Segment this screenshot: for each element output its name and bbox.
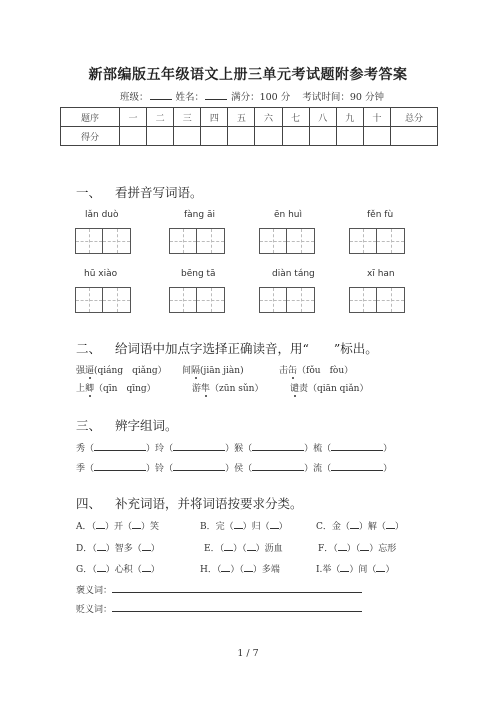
answer-blank[interactable]	[94, 462, 146, 471]
answer-blank[interactable]	[112, 584, 362, 593]
answer-blank[interactable]	[331, 442, 383, 451]
score-cell[interactable]	[255, 127, 282, 146]
header-cell: 五	[228, 108, 255, 127]
word-group-row: 季（ ）铃（ ）侯（ ）流（ ）	[76, 464, 393, 474]
score-cell[interactable]	[309, 127, 336, 146]
reading-item: 上卿（qīn qīng）	[76, 384, 156, 394]
writing-grid[interactable]	[259, 228, 315, 254]
header-cell: 三	[174, 108, 201, 127]
writing-grid[interactable]	[75, 287, 131, 313]
answer-blank[interactable]	[173, 462, 225, 471]
score-cell[interactable]	[363, 127, 390, 146]
score-cell[interactable]	[174, 127, 201, 146]
word-group-row: 秀（ ）玲（ ）猴（ ）梳（ ）	[76, 444, 393, 454]
header-cell: 四	[201, 108, 228, 127]
page-number: 1 / 7	[237, 648, 259, 659]
score-cell[interactable]	[228, 127, 255, 146]
answer-blank[interactable]	[94, 442, 146, 451]
writing-grid[interactable]	[169, 287, 225, 313]
header-cell: 八	[309, 108, 336, 127]
class-blank	[150, 90, 172, 100]
idiom-item: E．（ ）（ ）沥血	[204, 544, 283, 554]
name-label: 姓名：	[175, 92, 205, 103]
pinyin-label: hū xiào	[84, 269, 118, 279]
score-cell[interactable]	[147, 127, 174, 146]
idiom-item: I.举（ ）间（ ）	[316, 565, 395, 575]
reading-item: 谴责（qiān qiǎn）	[290, 384, 369, 394]
reading-item: 间隔(jiān jiàn)	[182, 366, 244, 376]
pinyin-label: fěn fù	[367, 210, 394, 220]
reading-item: 强逼(qiáng qiǎng）	[76, 366, 167, 376]
score-table	[60, 107, 438, 146]
score-table-header	[61, 108, 438, 127]
header-cell: 总分	[391, 108, 438, 127]
answer-blank[interactable]	[331, 462, 383, 471]
header-cell: 一	[120, 108, 147, 127]
idiom-item: D．（ ）智多（ ）	[76, 544, 160, 554]
idiom-item: H．（ ）（ ）多端	[200, 565, 280, 575]
score-cell[interactable]	[120, 127, 147, 146]
header-cell: 九	[336, 108, 363, 127]
writing-grid[interactable]	[349, 287, 405, 313]
score-label: 满分：100 分	[231, 92, 291, 103]
score-cell[interactable]	[201, 127, 228, 146]
writing-grid[interactable]	[169, 228, 225, 254]
idiom-item: C．金（ ）解（ ）	[316, 522, 404, 532]
idiom-item: G．（ ）心积（ ）	[76, 565, 160, 575]
answer-blank[interactable]	[252, 462, 304, 471]
time-label: 考试时间：90 分钟	[302, 92, 384, 103]
name-blank	[205, 90, 227, 100]
answer-blank[interactable]	[173, 442, 225, 451]
header-cell: 七	[282, 108, 309, 127]
idiom-item: A．（ ）开（ ）笑	[76, 522, 160, 532]
pinyin-label: diàn táng	[272, 269, 315, 279]
score-cell[interactable]	[336, 127, 363, 146]
answer-blank[interactable]	[252, 442, 304, 451]
pinyin-label: fàng āi	[184, 210, 215, 220]
reading-item: 击缶（fǒu fòu）	[279, 366, 354, 376]
reading-item: 游隼（zūn sǔn）	[192, 384, 264, 394]
section-1-heading: 一、 看拼音写词语。	[76, 185, 203, 200]
exam-info	[120, 89, 384, 103]
section-4-heading: 四、 补充词语，并将词语按要求分类。	[76, 496, 303, 511]
header-cell: 二	[147, 108, 174, 127]
answer-blank[interactable]	[112, 603, 362, 612]
score-cell[interactable]	[391, 127, 438, 146]
pinyin-label: bēng tā	[181, 269, 216, 279]
section-2-heading: 二、 给词语中加点字选择正确读音，用“ ”标出。	[76, 341, 378, 356]
row-label: 得分	[61, 127, 120, 146]
pinyin-label: xī han	[367, 269, 395, 279]
class-label: 班级：	[120, 92, 149, 103]
header-cell: 题序	[61, 108, 120, 127]
score-cell[interactable]	[282, 127, 309, 146]
score-table-row	[61, 127, 438, 146]
praise-words-line: 褒义词：	[76, 583, 362, 596]
idiom-item: B．完（ ）归（ ）	[200, 522, 288, 532]
page-title: 新部编版五年级语文上册三单元考试题附参考答案	[88, 67, 408, 83]
writing-grid[interactable]	[259, 287, 315, 313]
header-cell: 十	[363, 108, 390, 127]
idiom-item: F．（ ）（ ）忘形	[318, 544, 397, 554]
writing-grid[interactable]	[349, 228, 405, 254]
writing-grid[interactable]	[75, 228, 131, 254]
section-3-heading: 三、 辨字组词。	[76, 418, 178, 433]
blame-words-line: 贬义词：	[76, 602, 362, 615]
header-cell: 六	[255, 108, 282, 127]
pinyin-label: ēn huì	[274, 210, 303, 220]
pinyin-label: lǎn duò	[85, 210, 119, 220]
